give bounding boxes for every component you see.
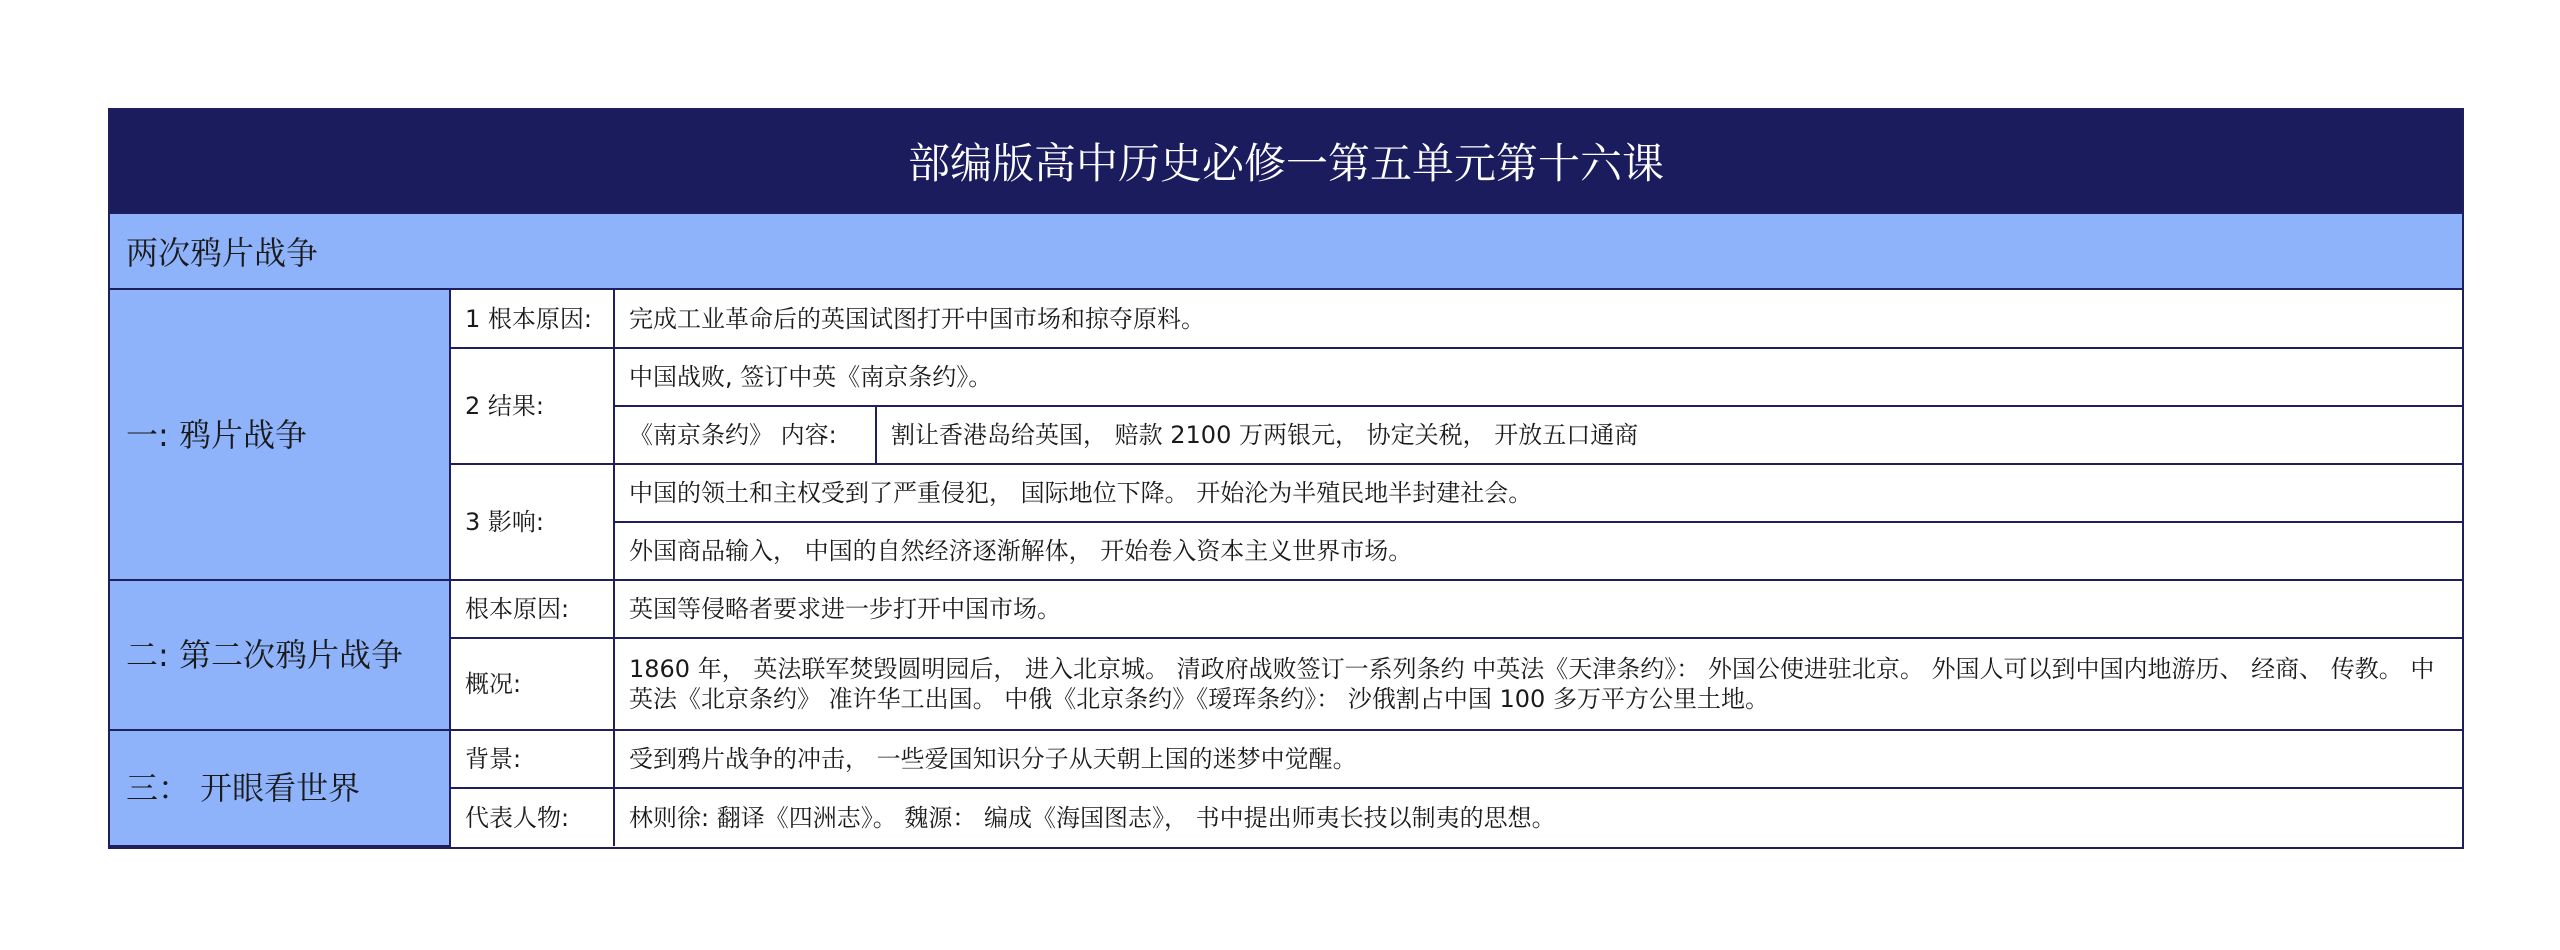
- content-grid: [110, 290, 2462, 847]
- row-label: 概况:: [450, 638, 614, 730]
- row-content: 中国战败, 签订中英《南京条约》。: [614, 348, 2462, 406]
- row-label: 3 影响:: [450, 464, 614, 580]
- row-label: 2 结果:: [450, 348, 614, 464]
- table-row: [110, 580, 2462, 638]
- row-label: 根本原因:: [450, 580, 614, 638]
- part-2-label: 二: 第二次鸦片战争: [110, 580, 450, 730]
- table-row: [110, 730, 2462, 788]
- row-content: 林则徐: 翻译《四洲志》。 魏源： 编成《海国图志》， 书中提出师夷长技以制夷的思想。: [614, 788, 2462, 846]
- outline-table: [108, 108, 2464, 849]
- row-content: 中国的领土和主权受到了严重侵犯， 国际地位下降。 开始沦为半殖民地半封建社会。: [614, 464, 2462, 522]
- row-content: 割让香港岛给英国， 赔款 2100 万两银元， 协定关税， 开放五口通商: [876, 406, 2462, 464]
- table-row: [110, 348, 2462, 406]
- row-content: 外国商品输入， 中国的自然经济逐渐解体， 开始卷入资本主义世界市场。: [614, 522, 2462, 580]
- row-label: 代表人物:: [450, 788, 614, 846]
- row-label: 1 根本原因:: [450, 290, 614, 348]
- row-content: 完成工业革命后的英国试图打开中国市场和掠夺原料。: [614, 290, 2462, 348]
- table-row: [110, 290, 2462, 348]
- row-content: 受到鸦片战争的冲击， 一些爱国知识分子从天朝上国的迷梦中觉醒。: [614, 730, 2462, 788]
- section-heading: 两次鸦片战争: [110, 214, 2462, 290]
- table-row: [110, 638, 2462, 730]
- page-title: 部编版高中历史必修一第五单元第十六课: [110, 110, 2462, 214]
- row-content: 1860 年， 英法联军焚毁圆明园后， 进入北京城。 清政府战败签订一系列条约 中英法《天津条约》： 外国公使进驻北京。 外国人可以到中国内地游历、 经商、 传教。 中英法《北京条约》 准许华工出国。 中俄《北京条约》《瑷珲条约》： 沙俄割占中国 100 多万平方公里土地。: [614, 638, 2462, 730]
- row-content: 英国等侵略者要求进一步打开中国市场。: [614, 580, 2462, 638]
- part-3-label: 三： 开眼看世界: [110, 730, 450, 846]
- table-row: [110, 788, 2462, 846]
- table-row: [110, 464, 2462, 522]
- sub-label: 《南京条约》 内容:: [614, 406, 876, 464]
- row-label: 背景:: [450, 730, 614, 788]
- part-1-label: 一: 鸦片战争: [110, 290, 450, 580]
